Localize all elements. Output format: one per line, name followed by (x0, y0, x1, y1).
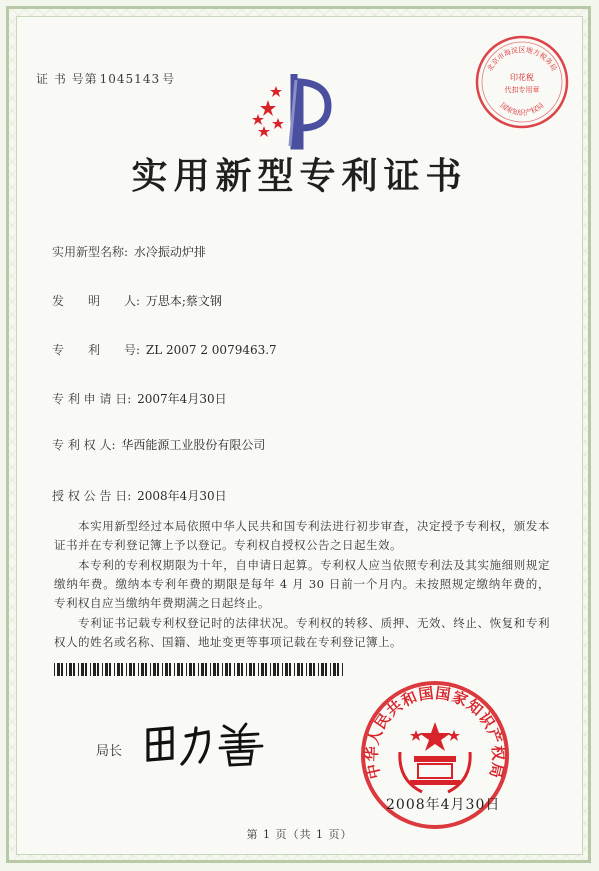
seal-text-top: 北京市海淀区地方税务局 (485, 46, 559, 73)
field-value: 华西能源工业股份有限公司 (121, 438, 266, 452)
field-label: 专 利 号: (52, 343, 141, 357)
barcode (54, 663, 344, 676)
certificate-number-label: 证 书 号第 (36, 72, 98, 86)
certificate-number-value: 1045143 (99, 72, 161, 86)
certificate-number (34, 70, 175, 87)
field-value: ZL 2007 2 0079463.7 (145, 343, 277, 357)
certificate-title: 实用新型专利证书 (131, 155, 468, 197)
field-grant-date (52, 487, 227, 504)
seal-text-bottom: 国家知识产权局 (498, 101, 546, 118)
field-utility-model-name (52, 243, 206, 260)
field-value: 2007年4月30日 (137, 392, 227, 406)
field-label: 实用新型名称: (52, 245, 129, 259)
certificate-number-suffix: 号 (162, 72, 176, 86)
field-patent-number (52, 341, 277, 358)
page-number: 第 1 页（共 1 页） (246, 828, 353, 841)
body-paragraph: 本专利的专利权期限为十年，自申请日起算。专利权人应当依照专利法及其实施细则规定缴纳年费。缴纳本专利年费的期限是每年 4 月 30 日前一个月内。未按照规定缴纳年费的，专利权自应当缴纳年费期满之日起终止。 (54, 558, 550, 610)
body-paragraph: 本实用新型经过本局依照中华人民共和国专利法进行初步审查，决定授予专利权，颁发本证书并在专利登记簿上予以登记。专利权自授权公告之日起生效。 (54, 519, 550, 552)
field-inventor (52, 292, 222, 309)
svg-text:北京市海淀区地方税务局 (485, 45, 558, 72)
director-signature (142, 718, 272, 768)
sipo-logo-icon (250, 70, 350, 150)
field-value: 水冷振动炉排 (133, 245, 206, 259)
body-paragraph: 专利证书记载专利权登记时的法律状况。专利权的转移、质押、无效、终止、恢复和专利权人的姓名或名称、国籍、地址变更等事项记载在专利登记簿上。 (54, 616, 550, 649)
field-application-date (52, 390, 227, 407)
seal-text-center: 印花税 (510, 73, 534, 82)
director-label: 局长 (96, 744, 123, 759)
field-label: 授 权 公 告 日: (52, 489, 132, 503)
field-label: 专 利 权 人: (52, 438, 116, 452)
issue-date: 2008年4月30日 (386, 797, 501, 813)
field-value: 万思本;蔡文钢 (145, 294, 222, 308)
field-value: 2008年4月30日 (137, 489, 227, 503)
svg-text:国家知识产权局 (499, 101, 546, 118)
official-seal-text: 中华人民共和国国家知识产权局 (362, 684, 508, 781)
field-label: 发 明 人: (52, 294, 141, 308)
field-patentee (52, 436, 265, 453)
tax-seal-stamp (474, 34, 570, 130)
field-label: 专 利 申 请 日: (52, 392, 132, 406)
seal-text-center2: 代扣专用章 (504, 86, 540, 94)
